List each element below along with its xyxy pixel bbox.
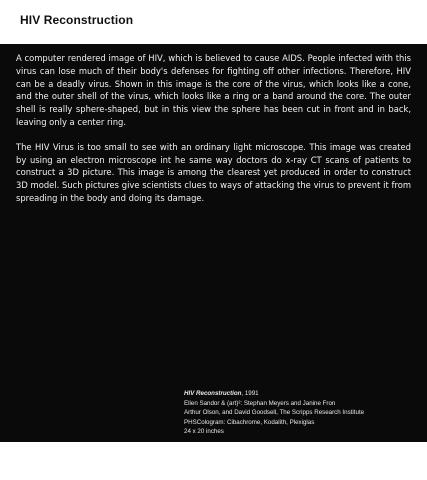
page-title: HIV Reconstruction <box>20 13 134 27</box>
header <box>0 0 427 44</box>
caption-dimensions: 24 x 20 inches <box>184 428 224 436</box>
description-text <box>16 52 411 217</box>
caption-work-title: HIV Reconstruction <box>184 390 242 397</box>
artwork-caption <box>184 389 414 437</box>
caption-credit-line-1: Ellen Sandor & (art)²: Stephan Meyers and Janine Fron <box>184 399 336 407</box>
description-paragraph-2: The HIV Virus is too small to see with an ordinary light microscope. This image was created by using an electron microscope int he same way doctors do x-ray CT scans of patients to construct a 3D picture. This image is among the clearest yet produced in order to construct 3D model. Such pictures give scientists clues to ways of attacking the virus to prevent it from spreading in the body and doing its damage. <box>16 141 411 203</box>
caption-title-line <box>184 389 414 399</box>
caption-credit-line-2: Arthur Olson, and David Goodsell, The Scripps Research Institute <box>184 409 365 417</box>
description-paragraph-1: A computer rendered image of HIV, which is believed to cause AIDS. People infected with this virus can lose much of their body's defenses for fighting off other infections. Therefore, HIV can be a deadly virus. Shown in this image is the core of the virus, which looks like a cone, and the outer shell of the virus, which looks like a ring or a band around the core. The outer shell is really sphere-shaped, but in this view the sphere has been cut in front and in back, leaving only a center ring. <box>16 53 411 127</box>
caption-medium: PHSCologram: Cibachrome, Kodalith, Plexiglas <box>184 418 315 426</box>
description-panel <box>0 44 427 442</box>
caption-year: , 1991 <box>241 390 259 397</box>
